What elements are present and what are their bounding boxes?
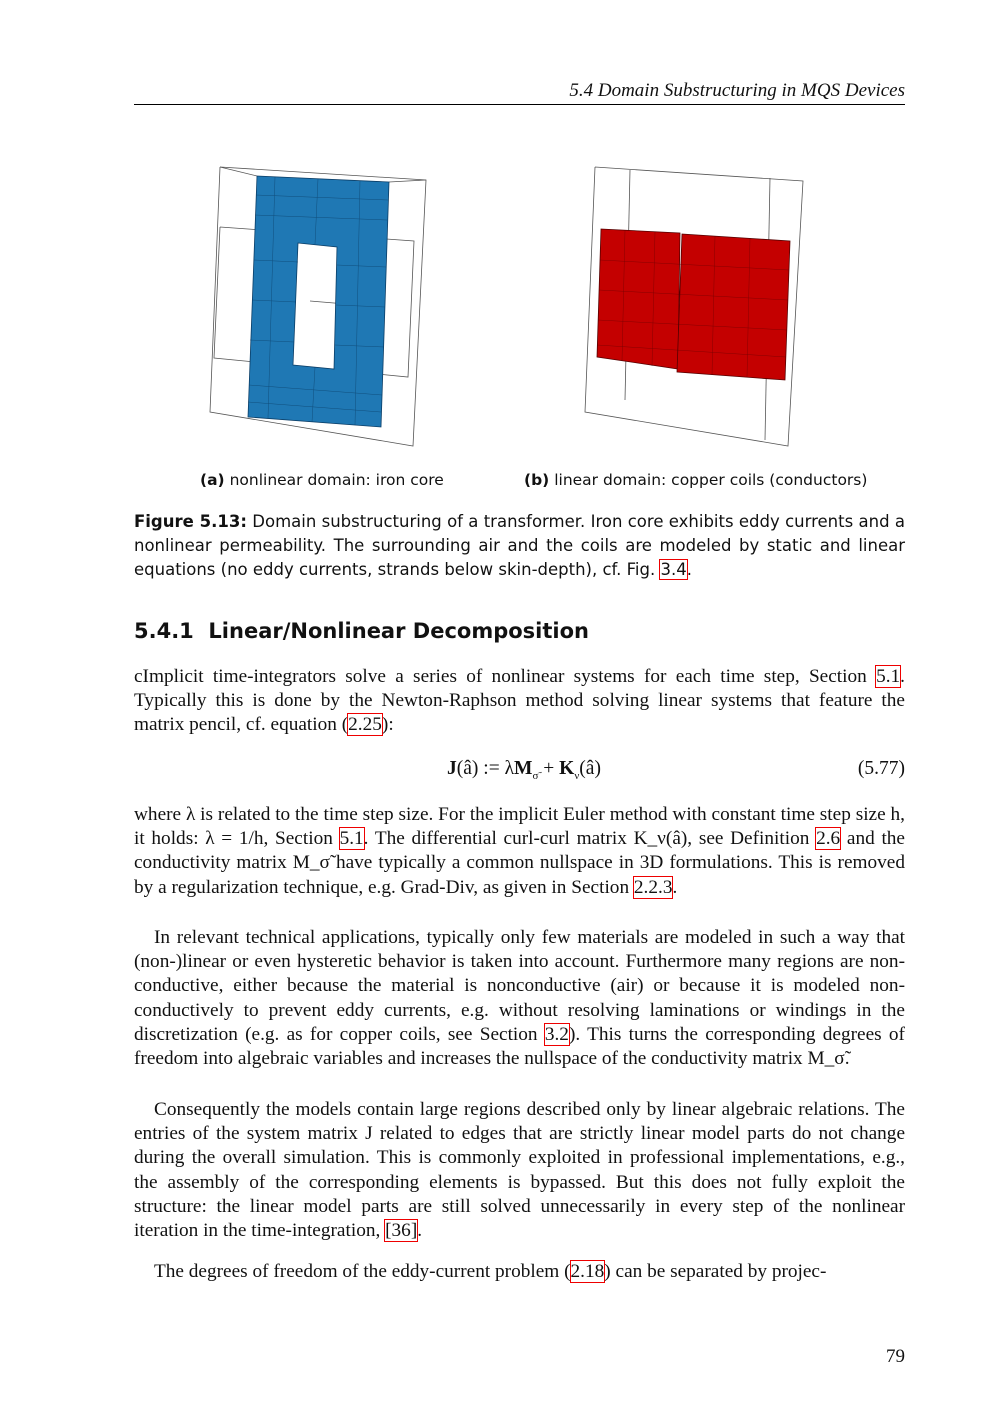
- text-run: .: [417, 1220, 423, 1242]
- section-title: Linear/Nonlinear Decomposition: [208, 619, 589, 643]
- cross-reference-link[interactable]: 3.2: [544, 1023, 569, 1045]
- iron-core-figure: [200, 160, 440, 450]
- subfigure-text: nonlinear domain: iron core: [229, 471, 444, 489]
- paragraph: [134, 1098, 905, 1243]
- cross-reference-link[interactable]: 3.4: [660, 560, 687, 579]
- text-run: ). This turns the corresponding degrees of freedom into algebraic variables and increases the nullspace of the conductivity matrix M_σ̃.: [134, 1023, 905, 1070]
- copper-coils-figure: [580, 160, 820, 450]
- text-run: In relevant technical applications, typically only few materials are modeled in such a way that (non-)linear or even hysteretic behavior is taken into account. Furthermore many regions are non-conductive, either because the material is nonconductive (air) or because it is modeled non-conductively to prevent eddy currents, e.g. without resolving laminations or windings in the discretization (e.g. as for copper coils, see Section: [134, 927, 905, 1045]
- cross-reference-link[interactable]: 5.1: [339, 828, 364, 850]
- paragraph: [134, 926, 905, 1071]
- text-run: where λ is related to the time step size. For the implicit Euler method with constant time step size h, it holds: λ = 1/h, Section: [134, 804, 905, 850]
- section-heading: [134, 619, 589, 643]
- text-run: cImplicit time-integrators solve a series of nonlinear systems for each time step, Section: [134, 666, 877, 687]
- copper-coil-right: [677, 234, 790, 380]
- text-run: .: [686, 560, 692, 579]
- text-run: Consequently the models contain large regions described only by linear algebraic relations. The entries of the system matrix J related to edges that are strictly linear model parts do not change during the overall simulation. This is commonly exploited in professional implementations, e.g., the assembly of the corresponding elements is bypassed. But this does not fully exploit the structure: the linear model parts are still solved unnecessarily in every step of the nonlinear iteration in the time-integration,: [134, 1099, 905, 1242]
- text-run: The degrees of freedom of the eddy-current problem (: [154, 1261, 571, 1282]
- subfigure-label: (b): [524, 471, 550, 489]
- text-run: . Typically this is done by the Newton-Raphson method solving linear systems that feature the matrix pencil, cf. equation (: [134, 666, 905, 736]
- paragraph: [134, 1260, 905, 1284]
- paragraph: [134, 665, 905, 738]
- text-run: ):: [381, 714, 394, 736]
- figure-caption-text: [134, 512, 905, 579]
- cross-reference-link[interactable]: 2.18: [570, 1261, 605, 1282]
- text-run: and the conductivity matrix M_σ̃ have typically a common nullspace in 3D formulations. This is removed by a regularization technique, e.g. Grad-Div, as given in Section: [134, 828, 905, 898]
- running-header: 5.4 Domain Substructuring in MQS Devices: [134, 78, 905, 105]
- cross-reference-link[interactable]: [36]: [385, 1220, 418, 1242]
- cross-reference-link[interactable]: 5.1: [876, 666, 901, 687]
- subfigure-label: (a): [200, 471, 225, 489]
- cross-reference-link[interactable]: 2.25: [348, 714, 382, 736]
- subfigure-caption-b: [524, 471, 867, 489]
- text-run: .: [672, 876, 678, 898]
- text-run: Domain substructuring of a transformer. Iron core exhibits eddy currents and a nonlinear permeability. The surrounding air and the coils are modeled by static and linear equations (no eddy currents, strands below skin-depth), cf. Fig.: [134, 512, 905, 579]
- text-run: ) can be separated by projec-: [604, 1261, 827, 1282]
- subfigure-caption-a: [200, 471, 444, 489]
- text-run: . The differential curl-curl matrix K_ν(â), see Definition: [363, 828, 817, 850]
- copper-coil-left: [597, 229, 680, 369]
- figure-caption: [134, 510, 905, 582]
- figure-caption-label: Figure 5.13:: [134, 512, 247, 531]
- paragraph: [134, 803, 905, 900]
- section-number: 5.4.1: [134, 619, 194, 643]
- page-number: 79: [886, 1346, 905, 1367]
- cross-reference-link[interactable]: 2.2.3: [633, 876, 673, 898]
- equation-number: (5.77): [857, 758, 905, 779]
- subfigure-text: linear domain: copper coils (conductors): [554, 471, 868, 489]
- cross-reference-link[interactable]: 2.6: [816, 828, 841, 850]
- equation-expression: J(â) := $\lambda M_{\sigmã}$ + $K_\nu(â)$: [447, 758, 601, 782]
